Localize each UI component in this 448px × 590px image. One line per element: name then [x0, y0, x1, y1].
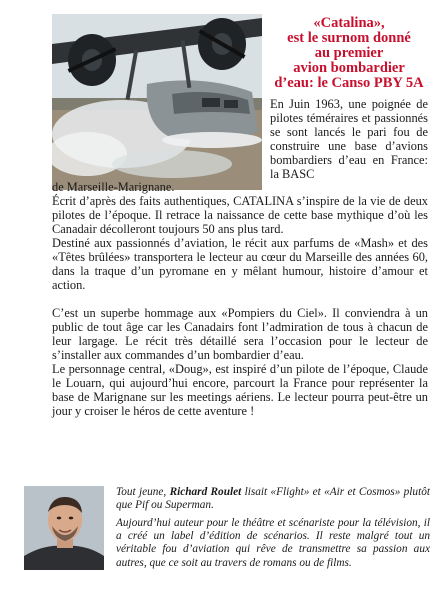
- headline-line: avion bombardier: [293, 60, 405, 76]
- author-bio-pre: Tout jeune,: [116, 486, 170, 498]
- author-bio-intro: [116, 486, 430, 512]
- seaplane-photo: [52, 14, 262, 190]
- headline: [270, 16, 428, 91]
- headline-line: est le surnom donné: [287, 30, 411, 46]
- headline-line: au premier: [314, 45, 384, 61]
- intro-continuation: de Marseille-Marignane.: [52, 180, 175, 194]
- author-name: Richard Roulet: [169, 486, 242, 498]
- intro-paragraph: En Juin 1963, une poignée de pilotes téméraires et passionnés se sont lancés le pari fou de construire une base d’avions bombardiers d’eau en France: la BASC: [270, 97, 428, 181]
- author-bio-current: Aujourd’hui auteur pour le théâtre et scénariste pour la télévision, il a créé un label d’édition de scénarios. Il reste malgré tout un véritable fou d’aviation qui rêve de transmettre sa passion aux autres, que ce soit au travers de romans ou de films.: [116, 517, 430, 569]
- author-bio-post: lisait «Flight» et «Air et Cosmos» plutôt que Pif ou Superman.: [116, 486, 431, 512]
- author-portrait-illustration: [24, 486, 104, 570]
- body-paragraph: Destiné aux passionnés d’aviation, le récit aux parfums de «Mash» et des «Têtes brûlées» transportera le lecteur au cœur du Marseille des années 60, dans la traque d’un pyromane en y mêlant humour, histoire d’amour et action.: [52, 236, 428, 292]
- body-paragraph: Écrit d’après des faits authentiques, CATALINA s’inspire de la vie de deux pilotes de l’époque. Il retrace la naissance de cette base mythique d’où les Canadair décolleront toujours 50 ans plus tard.: [52, 194, 428, 236]
- seaplane-illustration: [52, 14, 262, 190]
- headline-line: «Catalina»,: [313, 15, 385, 31]
- author-portrait: [24, 486, 104, 570]
- headline-line: d’eau: le Canso PBY 5A: [274, 75, 424, 91]
- body-paragraph: Le personnage central, «Doug», est inspiré d’un pilote de l’époque, Claude le Louarn, qui aujourd’hui encore, parcourt la France pour représenter la base de Marignane sur les meetings aériens. Le lecteur pourra peut-être un jour y croiser le héros de cette aventure !: [52, 362, 428, 418]
- body-paragraph: C’est un superbe hommage aux «Pompiers du Ciel». Il conviendra à un public de tout âge car les Canadairs font l’admiration de tous à chacun de leur largage. Le récit très détaillé sera l’occasion pour le lecteur de s’installer aux commandes d’un bombardier d’eau.: [52, 306, 428, 362]
